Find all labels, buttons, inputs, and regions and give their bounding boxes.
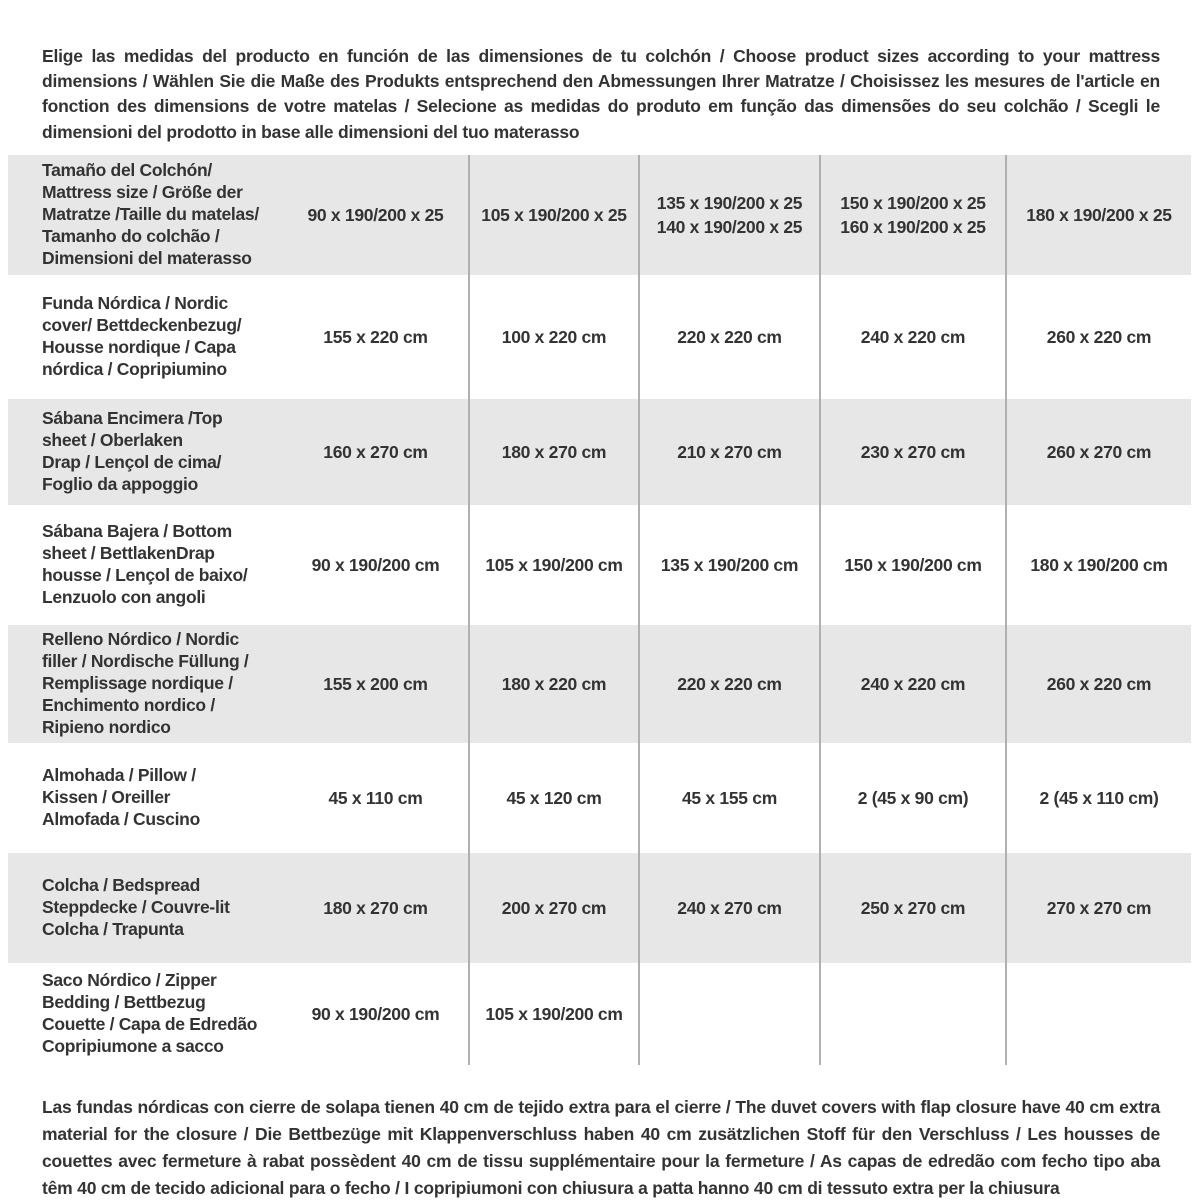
size-cell: 150 x 190/200 cm (819, 505, 1005, 625)
row-label: Sábana Bajera / Bottom sheet / BettlakenDrap housse / Lençol de baixo/ Lenzuolo con angoli (42, 521, 248, 607)
flap-closure-note: Las fundas nórdicas con cierre de solapa tienen 40 cm de tejido extra para el cierre / The duvet covers with flap closure have 40 cm extra material for the closure / Die Bettbezüge mit Klappenverschluss haben 40 cm zusätzlichen Stoff für den Verschluss / Les housses de couettes avec fermeture à rabat possèdent 40 cm de tissu supplémentaire pour la fermeture / As capas de edredão com fecho tipo aba têm 40 cm de tecido adicional para o fecho / I copripiumoni con chiusura a patta hanno 40 cm di tessuto extra per la chiusura (42, 1096, 1160, 1198)
size-cell: 45 x 120 cm (468, 743, 638, 853)
row-label: Saco Nórdico / Zipper Bedding / Bettbezug Couette / Capa de Edredão Copripiumone a sacco (42, 970, 258, 1056)
size-cell: 220 x 220 cm (638, 275, 819, 399)
table-header-row (8, 155, 1191, 275)
column-header-150-160: 150 x 190/200 x 25 160 x 190/200 x 25 (819, 155, 1005, 275)
row-label: Sábana Encimera /Top sheet / Oberlaken Drap / Lençol de cima/ Foglio da appoggio (42, 408, 223, 494)
row-label: Almohada / Pillow / Kissen / Oreiller Almofada / Cuscino (42, 765, 200, 829)
size-cell: 180 x 220 cm (468, 625, 638, 743)
row-label: Relleno Nórdico / Nordic filler / Nordische Füllung / Remplissage nordique / Enchimento nordico / Ripieno nordico (42, 629, 249, 737)
table-row-top-sheet (8, 399, 1191, 505)
size-cell (638, 963, 819, 1065)
size-cell (819, 963, 1005, 1065)
size-cell: 180 x 270 cm (323, 897, 428, 918)
size-cell: 45 x 110 cm (328, 787, 423, 808)
size-cell: 270 x 270 cm (1005, 853, 1191, 963)
size-cell: 90 x 190/200 cm (311, 554, 440, 575)
row-label: Funda Nórdica / Nordic cover/ Bettdeckenbezug/ Housse nordique / Capa nórdica / Copripiumino (42, 293, 242, 379)
size-cell: 160 x 270 cm (323, 441, 428, 462)
size-cell: 155 x 200 cm (323, 673, 428, 694)
size-cell: 180 x 270 cm (468, 399, 638, 505)
size-cell: 100 x 220 cm (468, 275, 638, 399)
size-cell: 200 x 270 cm (468, 853, 638, 963)
table-row-bedspread (8, 853, 1191, 963)
column-header-90: 90 x 190/200 x 25 (307, 204, 444, 225)
size-cell: 45 x 155 cm (638, 743, 819, 853)
table-row-pillow (8, 743, 1191, 853)
table-row-nordic-filler (8, 625, 1191, 743)
column-header-135-140: 135 x 190/200 x 25 140 x 190/200 x 25 (638, 155, 819, 275)
row-label: Colcha / Bedspread Steppdecke / Couvre-lit Colcha / Trapunta (42, 875, 230, 939)
size-cell: 240 x 220 cm (819, 625, 1005, 743)
size-cell: 250 x 270 cm (819, 853, 1005, 963)
size-cell: 210 x 270 cm (638, 399, 819, 505)
size-cell: 105 x 190/200 cm (468, 505, 638, 625)
column-header-180: 180 x 190/200 x 25 (1005, 155, 1191, 275)
size-cell: 230 x 270 cm (819, 399, 1005, 505)
size-cell: 135 x 190/200 cm (638, 505, 819, 625)
size-cell: 90 x 190/200 cm (311, 1003, 440, 1024)
table-row-bottom-sheet (8, 505, 1191, 625)
size-cell: 180 x 190/200 cm (1005, 505, 1191, 625)
size-cell: 220 x 220 cm (638, 625, 819, 743)
size-cell: 105 x 190/200 cm (468, 963, 638, 1065)
size-cell: 2 (45 x 110 cm) (1005, 743, 1191, 853)
column-header-105: 105 x 190/200 x 25 (468, 155, 638, 275)
size-cell: 260 x 270 cm (1005, 399, 1191, 505)
header-label-mattress-size: Tamaño del Colchón/ Mattress size / Größe der Matratze /Taille du matelas/ Tamanho do colchão / Dimensioni del materasso (42, 160, 259, 268)
size-cell: 240 x 270 cm (638, 853, 819, 963)
size-cell (1005, 963, 1191, 1065)
table-row-zipper-bedding (8, 963, 1191, 1065)
intro-text: Elige las medidas del producto en función de las dimensiones de tu colchón / Choose product sizes according to your mattress dimensions / Wählen Sie die Maße des Produkts entsprechend den Abmessungen Ihrer Matratze / Choisissez les mesures de l'article en fonction des dimensions de votre matelas / Selecione as medidas do produto em função das dimensões do seu colchão / Scegli le dimensioni del prodotto in base alle dimensioni del tuo materasso (42, 45, 1160, 142)
size-cell: 2 (45 x 90 cm) (819, 743, 1005, 853)
size-table (8, 155, 1191, 1065)
size-cell: 260 x 220 cm (1005, 275, 1191, 399)
size-cell: 240 x 220 cm (819, 275, 1005, 399)
size-cell: 260 x 220 cm (1005, 625, 1191, 743)
size-cell: 155 x 220 cm (323, 326, 428, 347)
table-row-nordic-cover (8, 275, 1191, 399)
